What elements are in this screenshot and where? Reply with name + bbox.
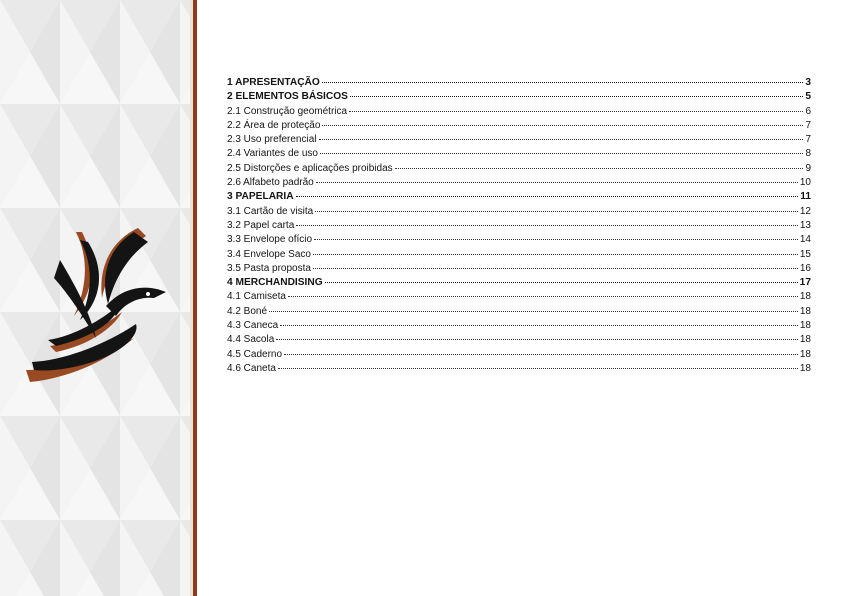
toc-entry-title: 2.4 Variantes de uso xyxy=(227,148,318,160)
toc-entry-page: 18 xyxy=(799,348,811,360)
toc-entry[interactable] xyxy=(227,176,811,190)
toc-leader-dots xyxy=(314,238,798,240)
toc-entry-page: 17 xyxy=(799,277,811,289)
toc-entry-title: 3.1 Cartão de visita xyxy=(227,205,314,217)
toc-leader-dots xyxy=(296,195,799,197)
toc-entry-page: 9 xyxy=(805,162,811,174)
toc-entry-page: 10 xyxy=(799,177,811,189)
toc-entry-page: 15 xyxy=(799,248,811,260)
toc-entry-page: 11 xyxy=(800,191,811,203)
phoenix-logo-icon xyxy=(20,220,180,400)
toc-entry-page: 8 xyxy=(805,148,811,160)
table-of-contents xyxy=(227,76,811,376)
toc-entry-title: 4.2 Boné xyxy=(227,305,268,317)
toc-entry-title: 4.3 Caneca xyxy=(227,320,279,332)
toc-entry[interactable] xyxy=(227,248,811,262)
toc-entry[interactable] xyxy=(227,290,811,304)
toc-leader-dots xyxy=(313,267,798,269)
toc-entry-title: 2.5 Distorções e aplicações proibidas xyxy=(227,162,393,174)
toc-entry-page: 18 xyxy=(799,305,811,317)
toc-entry-title: 3.3 Envelope ofício xyxy=(227,234,313,246)
toc-entry[interactable] xyxy=(227,119,811,133)
accent-stripe-dark xyxy=(193,0,197,596)
toc-entry[interactable] xyxy=(227,305,811,319)
toc-leader-dots xyxy=(296,224,798,226)
toc-entry-title: 2.6 Alfabeto padrão xyxy=(227,177,314,189)
toc-entry-title: 3 PAPELARIA xyxy=(227,191,294,203)
toc-entry[interactable] xyxy=(227,233,811,247)
toc-entry-title: 2.1 Construção geométrica xyxy=(227,105,348,117)
toc-entry-title: 2 ELEMENTOS BÁSICOS xyxy=(227,91,348,103)
toc-entry-title: 4.5 Caderno xyxy=(227,348,283,360)
toc-leader-dots xyxy=(320,152,803,154)
toc-entry[interactable] xyxy=(227,262,811,276)
toc-leader-dots xyxy=(319,138,804,140)
toc-leader-dots xyxy=(280,324,798,326)
toc-entry[interactable] xyxy=(227,90,811,104)
toc-leader-dots xyxy=(316,181,798,183)
toc-entry-title: 2.3 Uso preferencial xyxy=(227,134,317,146)
toc-leader-dots xyxy=(322,81,803,83)
toc-entry[interactable] xyxy=(227,133,811,147)
toc-entry-page: 5 xyxy=(805,91,811,103)
toc-entry-title: 4 MERCHANDISING xyxy=(227,277,323,289)
toc-leader-dots xyxy=(395,167,804,169)
toc-entry-page: 7 xyxy=(805,119,811,131)
toc-leader-dots xyxy=(269,310,798,312)
toc-leader-dots xyxy=(350,95,803,97)
toc-entry-page: 6 xyxy=(805,105,811,117)
toc-leader-dots xyxy=(284,353,798,355)
toc-entry[interactable] xyxy=(227,219,811,233)
toc-entry-page: 18 xyxy=(799,334,811,346)
toc-entry-page: 18 xyxy=(799,291,811,303)
toc-entry-title: 4.1 Camiseta xyxy=(227,291,286,303)
toc-entry-page: 14 xyxy=(799,234,811,246)
toc-leader-dots xyxy=(315,210,798,212)
toc-entry-page: 18 xyxy=(799,320,811,332)
toc-leader-dots xyxy=(288,295,798,297)
toc-entry-title: 4.6 Caneta xyxy=(227,362,276,374)
toc-entry-title: 3.5 Pasta proposta xyxy=(227,262,311,274)
toc-entry-page: 7 xyxy=(805,134,811,146)
toc-entry-page: 13 xyxy=(799,219,811,231)
toc-entry[interactable] xyxy=(227,319,811,333)
toc-entry[interactable] xyxy=(227,162,811,176)
toc-entry-title: 3.4 Envelope Saco xyxy=(227,248,311,260)
toc-entry[interactable] xyxy=(227,205,811,219)
toc-entry-title: 3.2 Papel carta xyxy=(227,219,295,231)
toc-entry-page: 16 xyxy=(799,262,811,274)
toc-entry-page: 12 xyxy=(799,205,811,217)
toc-leader-dots xyxy=(313,253,798,255)
toc-entry[interactable] xyxy=(227,76,811,90)
toc-entry[interactable] xyxy=(227,147,811,161)
toc-entry-title: 4.4 Sacola xyxy=(227,334,275,346)
side-panel xyxy=(0,0,190,596)
toc-entry-page: 3 xyxy=(805,77,811,88)
toc-leader-dots xyxy=(349,110,803,112)
toc-leader-dots xyxy=(325,281,798,283)
toc-leader-dots xyxy=(322,124,803,126)
toc-entry[interactable] xyxy=(227,276,811,290)
toc-leader-dots xyxy=(278,367,798,369)
toc-entry[interactable] xyxy=(227,190,811,204)
toc-entry[interactable] xyxy=(227,362,811,376)
toc-entry-page: 18 xyxy=(799,362,811,374)
toc-entry[interactable] xyxy=(227,348,811,362)
toc-leader-dots xyxy=(276,338,798,340)
toc-entry-title: 1 APRESENTAÇÃO xyxy=(227,77,320,88)
toc-entry[interactable] xyxy=(227,333,811,347)
toc-entry[interactable] xyxy=(227,105,811,119)
toc-entry-title: 2.2 Área de proteção xyxy=(227,119,321,131)
